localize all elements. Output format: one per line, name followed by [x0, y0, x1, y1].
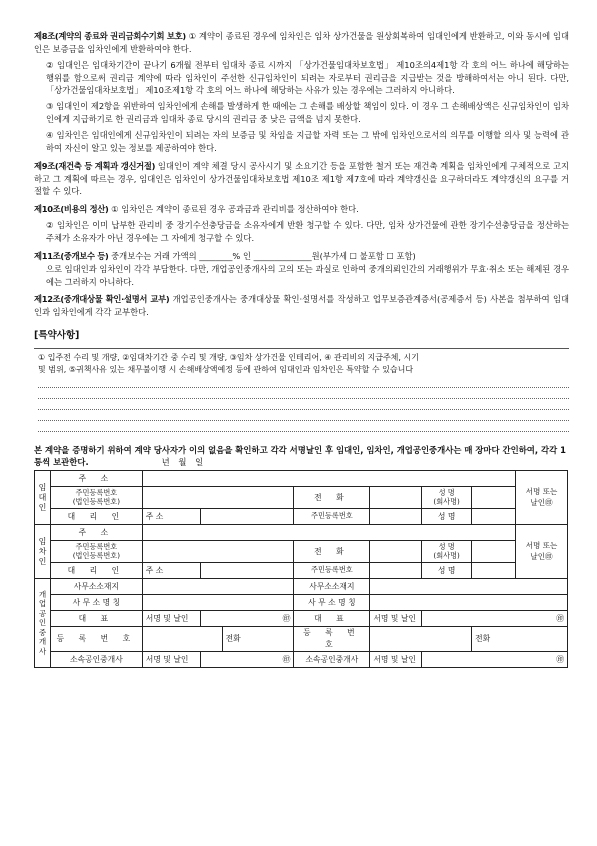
lessee-agent-name-label: 성 명 [422, 563, 472, 579]
special-terms-line-2: 및 범위, ⑤귀책사유 있는 채무불이행 시 손해배상액예정 등에 관하여 임대인과 임차인은 특약할 수 있습니다 [38, 365, 414, 375]
article-8-heading: 제8조(계약의 종료와 권리금회수기회 보호) [34, 31, 186, 41]
lessee-address-field[interactable] [142, 525, 515, 541]
broker-a-reg-field[interactable] [142, 627, 222, 652]
broker-b-reg-field[interactable] [370, 627, 472, 652]
lessee-agent-reg-field[interactable] [370, 563, 422, 579]
broker-b-ceo-label: 대 표 [294, 611, 370, 627]
lessee-name-field[interactable] [472, 541, 516, 563]
lessor-name-field[interactable] [472, 487, 516, 509]
article-10-para-2: ② 임차인은 이미 납부한 관리비 중 장기수선충당금을 소유자에게 반환 청구할 수 있다. 다만, 임차 상가건물에 관한 장기수선충당금을 정산하는 주체가 소유자가 아닌 경우에는 그 자에게 청구할 수 있다. [46, 220, 569, 244]
broker-b-office-addr-field[interactable] [370, 579, 568, 595]
lessor-agent-label: 대 리 인 [50, 509, 142, 525]
article-11-fee-line: 중개보수는 거래 가액의 ________% 인 ______________원(부가세 ☐ 불포함 ☐ 포함) [111, 250, 416, 261]
broker-a-affiliated-seal-field[interactable]: ㊞ [200, 652, 294, 668]
parties-table [34, 470, 568, 668]
broker-b-tel-cell[interactable] [472, 627, 568, 652]
lessee-name-label [422, 541, 472, 563]
broker-a-tel-cell[interactable] [222, 627, 294, 652]
broker-a-office-addr-field[interactable] [142, 579, 294, 595]
lessee-agent-row [35, 563, 568, 579]
lessee-phone-field[interactable] [370, 541, 422, 563]
special-terms-blank-line[interactable] [38, 388, 569, 399]
lessor-agent-row [35, 509, 568, 525]
special-terms-blank-line[interactable] [38, 377, 569, 388]
broker-b-office-addr-label: 사무소소재지 [294, 579, 370, 595]
lessee-address-row [35, 525, 568, 541]
lessee-agent-addr-label: 주 소 [145, 565, 164, 575]
broker-b-office-name-field[interactable] [370, 595, 568, 611]
lessee-signature-field[interactable]: 서명 또는 날인㊞ [516, 525, 568, 579]
article-11-body: 으로 임대인과 임차인이 각각 부담한다. 다만, 개업공인중개사의 고의 또는 과실로 인하여 중개의뢰인간의 거래행위가 무효·취소 또는 해제된 경우에는 그러하지 아니하다. [46, 263, 569, 287]
broker-ceo-row [35, 611, 568, 627]
article-8-para-2: ② 임대인은 임대차기간이 끝나기 6개월 전부터 임대차 종료 시까지 「상가건물임대차보호법」 제10조의4제1항 각 호의 어느 하나에 해당하는 행위를 함으로써 권리금 계약에 따라 임차인이 주선한 신규임차인이 되려는 자로부터 권리금을 지급받는 것을 방해하여서는 아니 된다. 다만, 「상가건물임대차보호법」 제10조제1항 각 호의 어느 하나에 해당하는 사유가 있는 경우에는 그러하지 아니하다. [46, 59, 569, 96]
broker-a-reg-label: 등 록 번 호 [50, 627, 142, 652]
lessor-agent-reg-field[interactable] [370, 509, 422, 525]
signature-statement [34, 444, 569, 468]
special-terms-blank-line[interactable] [38, 410, 569, 421]
lessee-agent-reg-label: 주민등록번호 [294, 563, 370, 579]
broker-b-office-name-label: 사 무 소 명 칭 [294, 595, 370, 611]
lessor-name-text: 성 명 [438, 488, 455, 498]
lessee-reg-no-label: 주민등록번호 (법인등록번호) [50, 541, 142, 563]
contract-date[interactable]: 년 월 일 [161, 456, 207, 467]
lessor-reg-no-label: 주민등록번호 (법인등록번호) [50, 487, 142, 509]
lessor-reg-no-field[interactable] [142, 487, 294, 509]
broker-a-affiliated-sign-label: 서명 및 날인 [142, 652, 200, 668]
broker-office-row [35, 579, 568, 595]
lessee-agent-label: 대 리 인 [50, 563, 142, 579]
lessor-name-label [422, 487, 472, 509]
signature-statement-text: 본 계약을 증명하기 위하여 계약 당사자가 이의 없음을 확인하고 각각 서명날인 후 임대인, 임차인, 개업공인중개사는 매 장마다 간인하여, 각각 1통씩 보관한다. [34, 444, 566, 467]
lessee-address-label: 주 소 [50, 525, 142, 541]
special-terms-box[interactable] [34, 348, 569, 432]
broker-reg-row [35, 627, 568, 652]
lessor-signature-field[interactable]: 서명 또는 날인㊞ [516, 471, 568, 525]
lessor-phone-field[interactable] [370, 487, 422, 509]
special-terms-title: [특약사항] [34, 330, 80, 342]
special-terms-line-1: ① 입주전 수리 및 개량, ②임대차기간 중 수리 및 개량, ③임차 상가건물 인테리어, ④ 관리비의 지급주체, 시기 [38, 352, 419, 362]
article-9 [34, 160, 569, 199]
special-terms-blank-line[interactable] [38, 399, 569, 410]
broker-b-affiliated-label: 소속공인중개사 [294, 652, 370, 668]
article-8-para-1: ① 계약이 종료된 경우에 임차인은 임차 상가건물을 원상회복하여 임대인에게 반환하고, 이와 동시에 임대인은 보증금을 임차인에게 반환하여야 한다. [34, 31, 569, 54]
broker-a-office-name-label: 사 무 소 명 칭 [50, 595, 142, 611]
lessee-agent-addr-cell [142, 563, 200, 579]
lessor-phone-label: 전 화 [294, 487, 370, 509]
broker-affiliated-row [35, 652, 568, 668]
article-10 [34, 203, 569, 245]
broker-name-row [35, 595, 568, 611]
lessor-address-field[interactable] [142, 471, 515, 487]
lessor-agent-addr-label: 주 소 [145, 511, 164, 521]
lessor-address-row [35, 471, 568, 487]
broker-a-tel-label: 전화 [225, 634, 241, 644]
lessor-agent-addr-field[interactable] [200, 509, 294, 525]
article-10-para-1: ① 임차인은 계약이 종료된 경우 공과금과 관리비를 정산하여야 한다. [111, 204, 359, 215]
article-8-para-3: ③ 임대인이 제2항을 위반하여 임차인에게 손해를 발생하게 한 때에는 그 손해를 배상할 책임이 있다. 이 경우 그 손해배상액은 신규임차인이 임차인에게 지급하기로 한 권리금과 임대차 종료 당시의 권리금 중 낮은 금액을 넘지 못한다. [46, 101, 569, 125]
broker-b-affiliated-sign-label: 서명 및 날인 [370, 652, 422, 668]
broker-b-affiliated-seal-field[interactable]: ㊞ [422, 652, 568, 668]
lessor-agent-reg-label: 주민등록번호 [294, 509, 370, 525]
article-8-para-4: ④ 임차인은 임대인에게 신규임차인이 되려는 자의 보증금 및 차임을 지급할 자력 또는 그 밖에 임차인으로서의 의무를 이행할 의사 및 능력에 관하여 자신이 알고 있는 정보를 제공하여야 한다. [46, 130, 569, 153]
broker-label: 개업공인중개사 [35, 579, 51, 668]
lessor-agent-addr-cell [142, 509, 200, 525]
lessor-agent-name-field[interactable] [472, 509, 516, 525]
broker-a-office-name-field[interactable] [142, 595, 294, 611]
lessor-id-row [35, 487, 568, 509]
broker-a-ceo-sign-label: 서명 및 날인 [142, 611, 200, 627]
lessor-agent-name-label: 성 명 [422, 509, 472, 525]
broker-b-ceo-sign-label: 서명 및 날인 [370, 611, 422, 627]
broker-a-office-addr-label: 사무소소재지 [50, 579, 142, 595]
article-9-heading: 제9조(재건축 등 계획과 갱신거절) [34, 160, 156, 171]
lessee-agent-name-field[interactable] [472, 563, 516, 579]
broker-a-ceo-seal-field[interactable]: ㊞ [200, 611, 294, 627]
article-12 [34, 293, 569, 319]
lessee-id-row [35, 541, 568, 563]
article-10-heading: 제10조(비용의 정산) [34, 204, 109, 215]
broker-b-ceo-seal-field[interactable]: ㊞ [422, 611, 568, 627]
broker-b-reg-label: 등 록 번 호 [294, 627, 370, 652]
lessor-label: 임대인 [35, 471, 51, 525]
article-12-body: 개업공인중개사는 중개대상물 확인·설명서를 작성하고 업무보증관계증서(공제증서 등) 사본을 첨부하여 임대인과 임차인에게 각각 교부한다. [34, 294, 570, 318]
lessee-name-text: 성 명 [438, 542, 455, 552]
special-terms-blank-line[interactable] [38, 421, 569, 432]
lessee-agent-addr-field[interactable] [200, 563, 294, 579]
lessee-reg-no-field[interactable] [142, 541, 294, 563]
lessee-label: 임차인 [35, 525, 51, 579]
article-11-heading: 제11조(중개보수 등) [34, 250, 109, 261]
article-8 [34, 30, 569, 155]
article-11 [34, 250, 569, 289]
article-12-heading: 제12조(중개대상물 확인·설명서 교부) [34, 294, 170, 305]
broker-b-tel-label: 전화 [475, 634, 491, 644]
article-9-body: 임대인이 계약 체결 당시 공사시기 및 소요기간 등을 포함한 철거 또는 재건축 계획을 임차인에게 구체적으로 고지하고 그 계획에 따르는 경우, 임대인은 임차인이 상가건물임대차보호법 제10조 제1항 제7호에 따라 계약갱신을 요구하더라도 계약갱신의 요구를 거절할 수 있다. [34, 160, 569, 197]
lessor-address-label: 주 소 [50, 471, 142, 487]
lessee-phone-label: 전 화 [294, 541, 370, 563]
lessor-company-text: (회사명) [433, 496, 460, 506]
broker-a-ceo-label: 대 표 [50, 611, 142, 627]
broker-a-affiliated-label: 소속공인중개사 [50, 652, 142, 668]
lessee-company-text: (회사명) [433, 550, 460, 560]
